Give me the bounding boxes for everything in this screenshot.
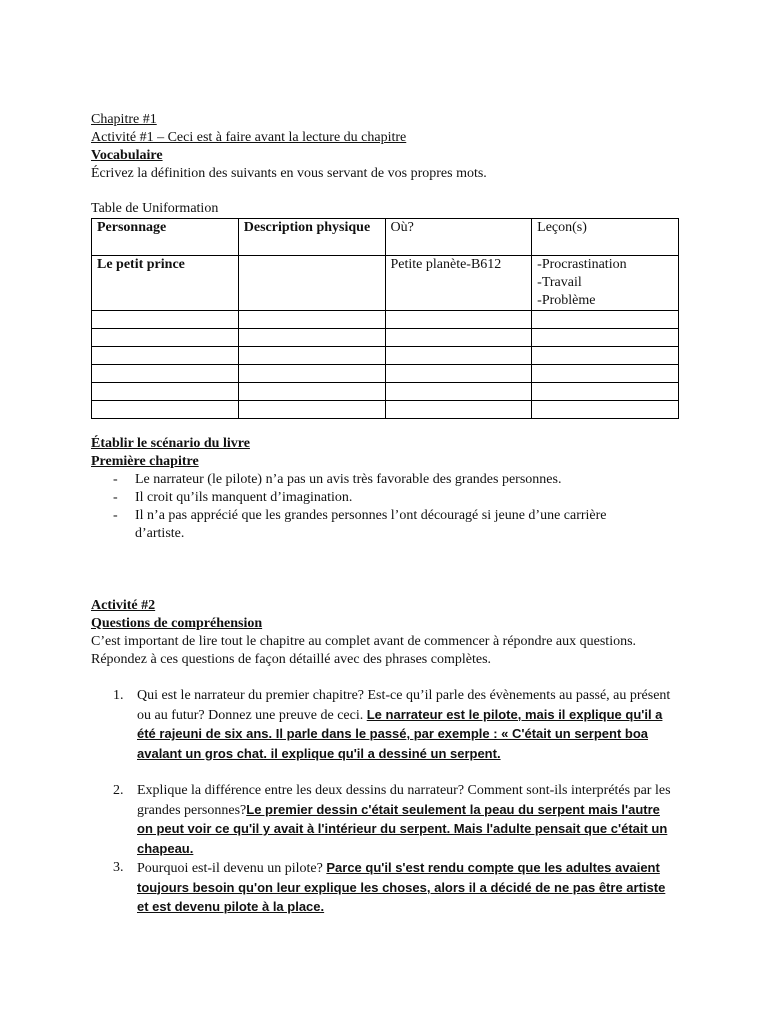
table-cell[interactable] <box>238 383 385 401</box>
table-cell[interactable] <box>532 401 679 419</box>
question-text: Pourquoi est-il devenu un pilote? <box>137 861 327 876</box>
table-cell[interactable] <box>92 347 239 365</box>
question-number: 2. <box>113 783 124 798</box>
question-item <box>91 687 677 764</box>
list-item: - Il n’a pas apprécié que les grandes personnes l’ont découragé si jeune d’une carrière d’artiste. <box>113 507 655 543</box>
table-cell[interactable] <box>385 347 532 365</box>
table-cell[interactable] <box>238 311 385 329</box>
table-cell-lecons[interactable] <box>532 256 679 311</box>
question-item <box>91 859 677 918</box>
uniformation-table <box>91 218 679 419</box>
table-header-cell: Où? <box>385 219 532 256</box>
table-row <box>92 347 679 365</box>
table-row <box>92 383 679 401</box>
activity1-title: Activité #1 – Ceci est à faire avant la lecture du chapitre <box>91 130 407 145</box>
question-item <box>91 782 677 859</box>
table-cell[interactable] <box>532 329 679 347</box>
scenario-heading: Établir le scénario du livre <box>91 436 250 451</box>
lecon-item: -Travail <box>537 275 582 290</box>
table-cell[interactable] <box>238 365 385 383</box>
activity2-intro: C’est important de lire tout le chapitre au complet avant de commencer à répondre aux questions. Répondez à ces questions de façon détaillé avec des phrases complètes. <box>91 634 637 667</box>
table-header-cell: Leçon(s) <box>532 219 679 256</box>
table-cell[interactable] <box>92 401 239 419</box>
scenario-list <box>91 471 691 543</box>
answer-text[interactable]: Le premier dessin c'était seulement la peau du serpent mais l'autre on peut voir ce qu'il y avait à l'intérieur du serpent. Mais l'adulte pensait que c'était un chapeau. <box>137 801 668 856</box>
table-cell-personnage[interactable]: Le petit prince <box>92 256 239 311</box>
table-cell[interactable] <box>385 365 532 383</box>
document-page <box>91 111 691 918</box>
table-row <box>92 365 679 383</box>
scenario-subheading: Première chapitre <box>91 454 199 469</box>
table-cell[interactable] <box>385 329 532 347</box>
table-cell[interactable] <box>92 383 239 401</box>
table-cell[interactable] <box>532 347 679 365</box>
lecon-item: -Problème <box>537 293 596 308</box>
table-cell-ou[interactable]: Petite planète-B612 <box>385 256 532 311</box>
table-caption: Table de Uniformation <box>91 201 219 216</box>
answer-text[interactable]: Le narrateur est le pilote, mais il explique qu'il a été rajeuni de six ans. Il parle dans le passé, par exemple : « C'était un serpent boa avalant un gros chat. il explique qu'il a dessiné un serpent. <box>137 706 663 761</box>
table-cell[interactable] <box>532 383 679 401</box>
table-cell[interactable] <box>238 347 385 365</box>
table-header-cell: Personnage <box>92 219 239 256</box>
table-cell[interactable] <box>532 365 679 383</box>
question-number: 1. <box>113 688 124 703</box>
table-row <box>92 401 679 419</box>
table-cell[interactable] <box>92 329 239 347</box>
table-cell[interactable] <box>385 401 532 419</box>
question-text: Qui est le narrateur du premier chapitre? Est-ce qu’il parle des évènements au passé, au présent ou au futur? Donnez une preuve de ceci. <box>137 688 671 723</box>
question-number: 3. <box>113 860 124 875</box>
table-cell[interactable] <box>385 311 532 329</box>
table-cell[interactable] <box>92 365 239 383</box>
lecon-item: -Procrastination <box>537 257 627 272</box>
table-row <box>92 329 679 347</box>
list-item: - Il croit qu’ils manquent d’imagination. <box>113 489 655 507</box>
table-row <box>92 256 679 311</box>
table-cell[interactable] <box>238 329 385 347</box>
table-cell[interactable] <box>238 401 385 419</box>
questions-list <box>91 687 691 918</box>
answer-text[interactable]: Parce qu'il s'est rendu compte que les adultes avaient toujours besoin qu'on leur explique les choses, alors il a décidé de ne pas être artiste et est devenu pilote à la place. <box>137 860 666 914</box>
list-item: - Le narrateur (le pilote) n’a pas un avis très favorable des grandes personnes. <box>113 471 655 489</box>
activity2-subheading: Questions de compréhension <box>91 616 263 631</box>
table-row <box>92 311 679 329</box>
activity2-heading: Activité #2 <box>91 598 156 613</box>
table-cell-description[interactable] <box>238 256 385 311</box>
table-header-row <box>92 219 679 256</box>
table-cell[interactable] <box>532 311 679 329</box>
vocab-instruction: Écrivez la définition des suivants en vous servant de vos propres mots. <box>91 166 487 181</box>
chapter-title: Chapitre #1 <box>91 112 157 127</box>
vocab-heading: Vocabulaire <box>91 148 163 163</box>
question-text: Explique la différence entre les deux dessins du narrateur? Comment sont-ils interprétés par les grandes personnes? <box>137 783 671 818</box>
table-header-cell: Description physique <box>238 219 385 256</box>
table-cell[interactable] <box>92 311 239 329</box>
table-cell[interactable] <box>385 383 532 401</box>
